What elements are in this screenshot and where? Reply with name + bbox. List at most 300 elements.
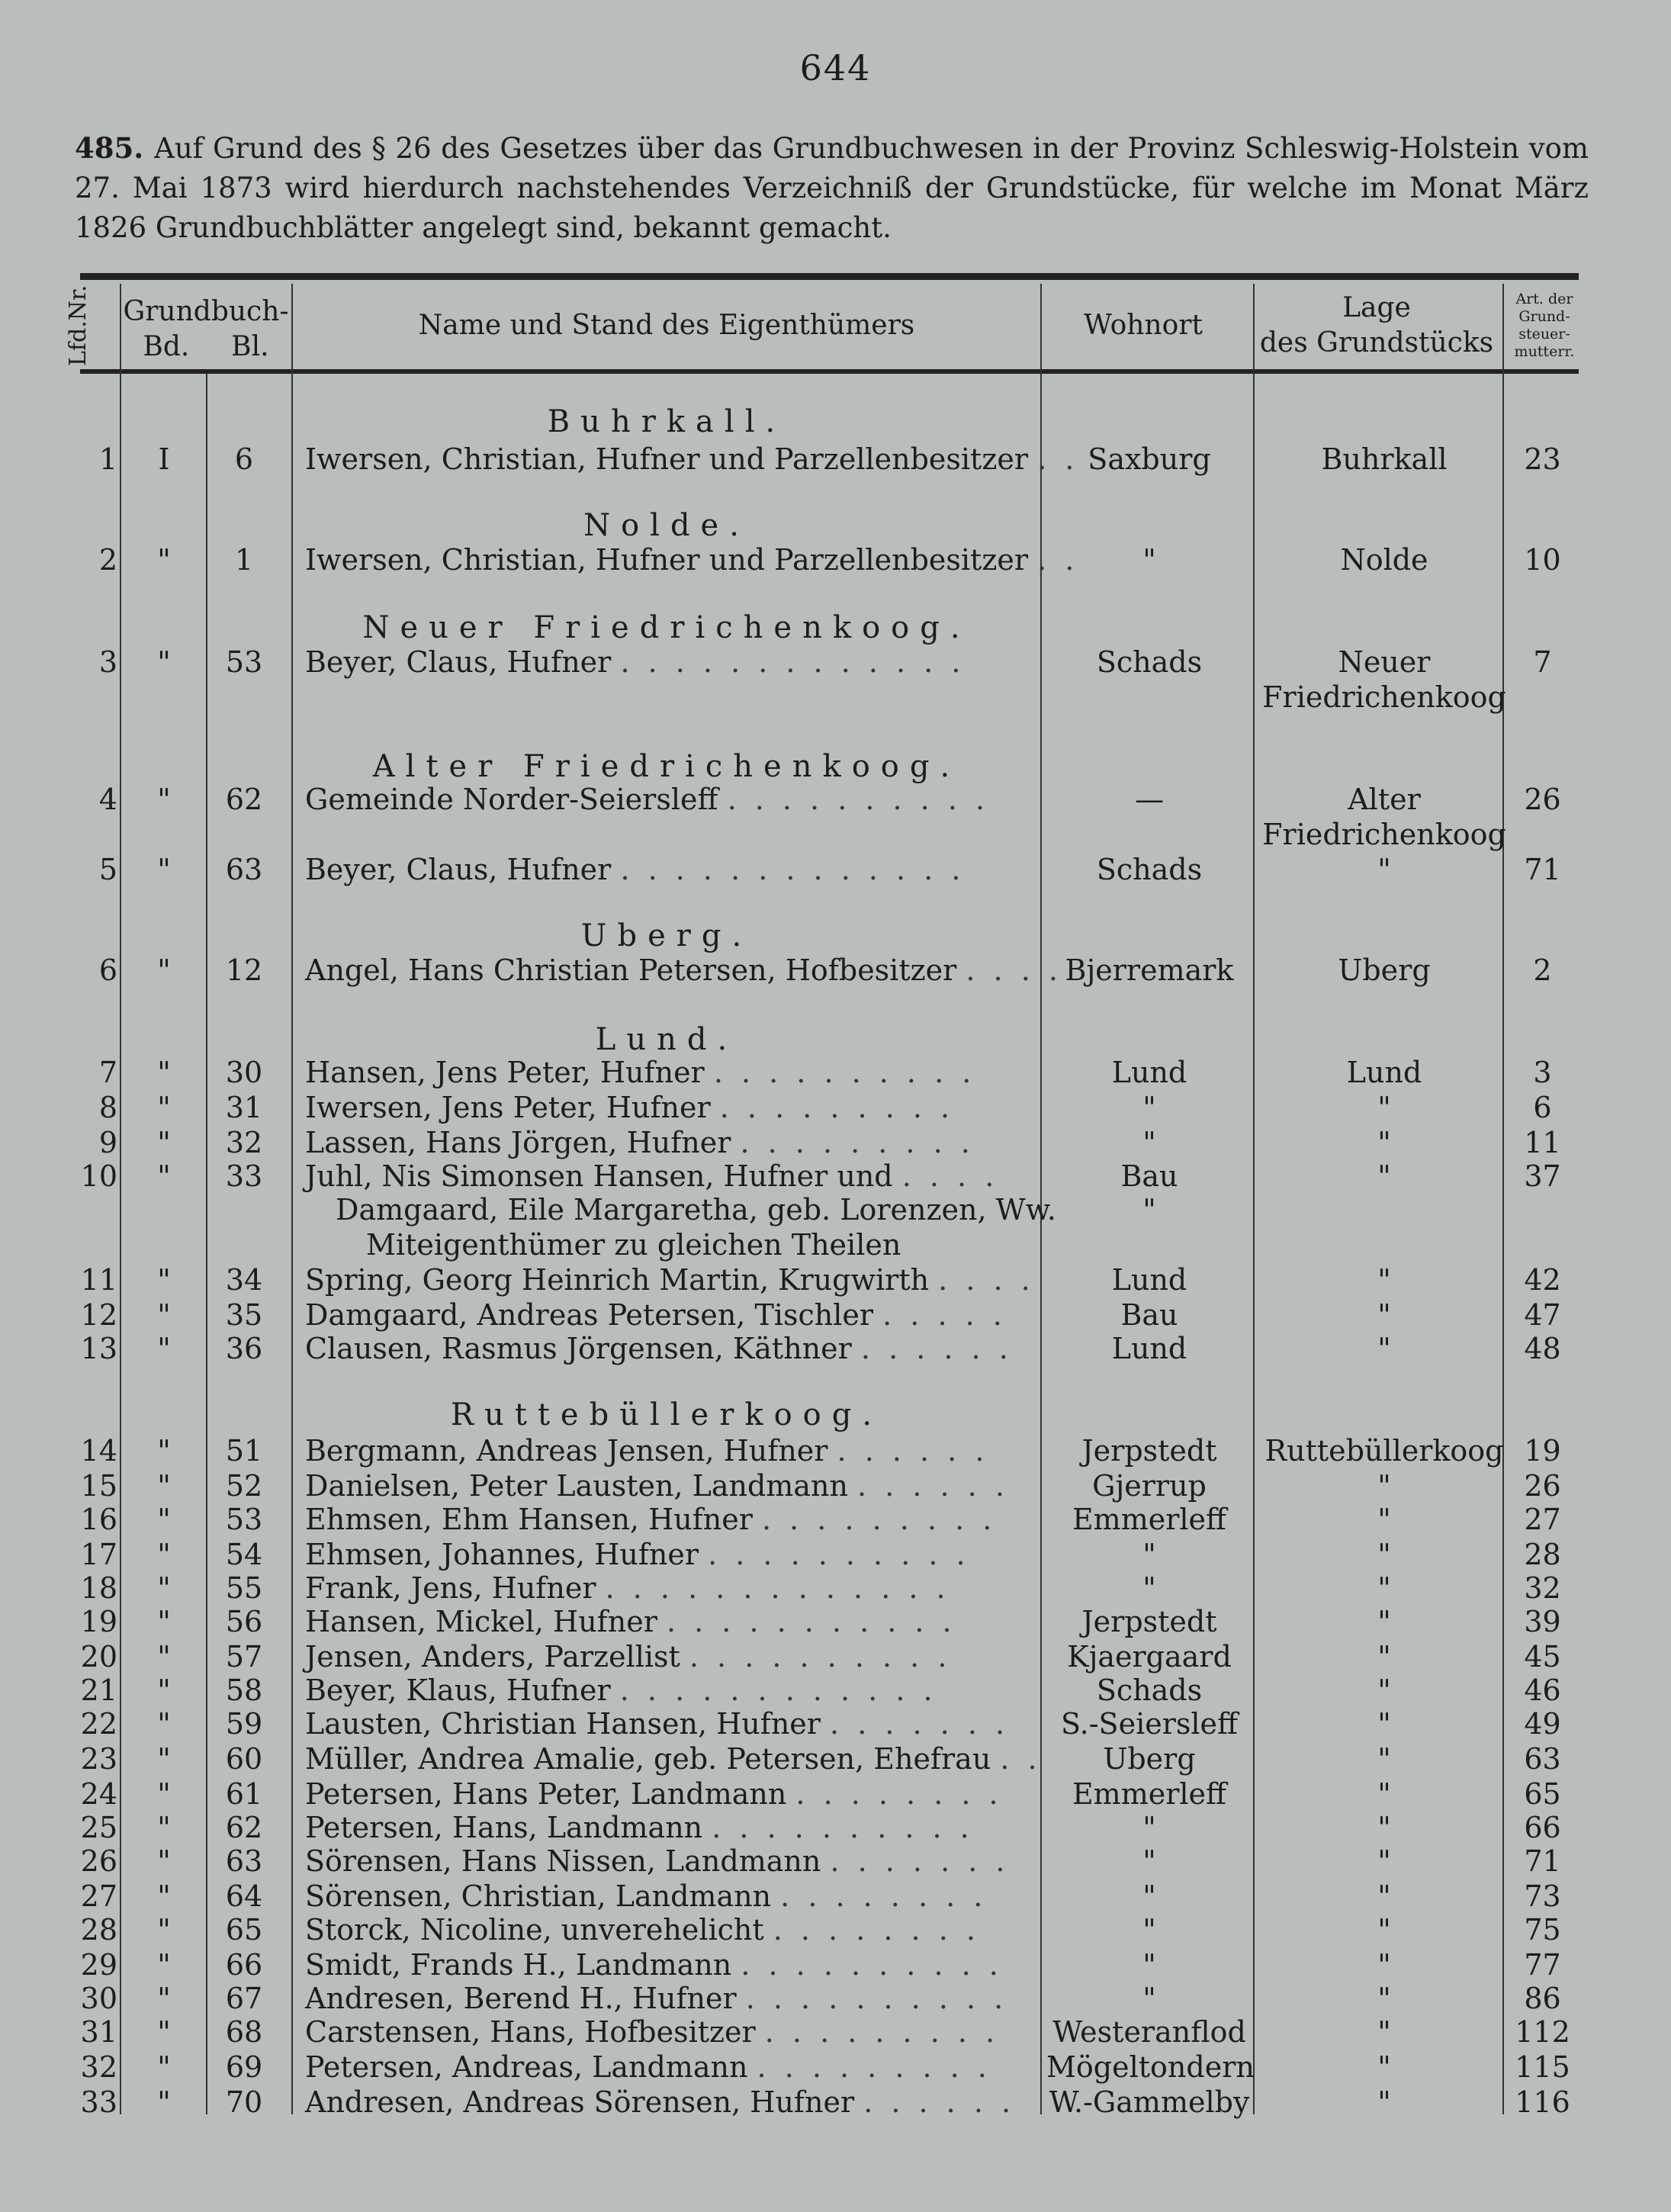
row-number: 16 [80, 1503, 117, 1536]
row-number: 17 [80, 1538, 117, 1571]
row-band: " [157, 783, 171, 816]
row-artikel: 6 [1533, 1091, 1552, 1124]
table-row [0, 1263, 1671, 1297]
row-artikel: 27 [1524, 1503, 1561, 1536]
row-band: " [157, 1056, 171, 1089]
row-owner-name [305, 1332, 1045, 1365]
row-blatt: 65 [225, 1913, 263, 1947]
table-row [0, 1091, 1671, 1124]
owner-name-text: Andresen, Andreas Sörensen, Hufner [305, 2085, 855, 2119]
owner-name-text: Ehmsen, Johannes, Hufner [305, 1538, 699, 1571]
row-artikel: 37 [1524, 1159, 1561, 1193]
row-artikel: 45 [1524, 1640, 1561, 1673]
row-number: 15 [80, 1469, 117, 1503]
row-band: " [157, 1673, 171, 1707]
row-blatt: 59 [225, 1707, 263, 1741]
row-number: 22 [80, 1707, 117, 1741]
row-owner-name [305, 1913, 1045, 1947]
name-continuation: Damgaard, Eile Margaretha, geb. Lorenzen, Ww. [336, 1193, 1056, 1227]
row-band: " [157, 1948, 171, 1982]
header-grundbuch-label: Grundbuch- [123, 296, 289, 327]
owner-name-text: Carstensen, Hans, Hofbesitzer [305, 2015, 756, 2049]
row-artikel: 86 [1524, 1982, 1561, 2015]
row-lage: " [1377, 1982, 1391, 2015]
header-lage-2: des Grundstücks [1259, 327, 1494, 358]
row-lage: " [1377, 1811, 1391, 1844]
row-owner-name [305, 543, 1079, 577]
row-blatt: 53 [225, 645, 263, 679]
section-heading: Neuer Friedrichenkoog. [362, 610, 971, 645]
row-number: 27 [80, 1879, 117, 1913]
row-artikel: 39 [1524, 1605, 1561, 1638]
row-artikel: 77 [1524, 1948, 1561, 1982]
leader-dots: . . . . . . [860, 1332, 1013, 1365]
row-wohnort: Jerpstedt [1081, 1605, 1217, 1638]
row-number: 23 [80, 1742, 117, 1776]
table-row [0, 1332, 1671, 1365]
row-blatt: 69 [225, 2050, 263, 2084]
row-owner-name [305, 1298, 1045, 1332]
owner-name-text: Petersen, Hans Peter, Landmann [305, 1777, 787, 1811]
leader-dots: . . . . . . . . . . . . . [605, 1571, 950, 1605]
row-blatt: 54 [225, 1538, 263, 1571]
row-artikel: 32 [1524, 1571, 1561, 1605]
row-band: " [157, 1640, 171, 1673]
header-bl: Bl. [231, 331, 269, 362]
table-row [0, 2015, 1671, 2049]
row-blatt: 52 [225, 1469, 263, 1503]
row-lage: " [1377, 1707, 1391, 1741]
row-lage: Uberg [1338, 953, 1431, 987]
row-artikel: 115 [1515, 2050, 1570, 2084]
row-number: 11 [80, 1263, 117, 1297]
row-wohnort: Lund [1111, 1056, 1187, 1089]
row-band: " [157, 1091, 171, 1124]
row-owner-name [305, 1742, 1045, 1776]
wohnort-continuation: " [1142, 1193, 1156, 1227]
row-wohnort: Uberg [1103, 1742, 1196, 1776]
row-wohnort: Mögeltondern [1046, 2050, 1255, 2084]
row-blatt: 62 [225, 1811, 263, 1844]
owner-name-text: Gemeinde Norder-Seiersleff [305, 783, 718, 816]
row-number: 7 [98, 1056, 117, 1089]
owner-name-text: Bergmann, Andreas Jensen, Hufner [305, 1434, 828, 1468]
row-lage: Alter [1348, 783, 1421, 816]
leader-dots: . . . . . . . . . . . . . [620, 645, 966, 679]
table-row [0, 2050, 1671, 2084]
row-wohnort: S.-Seiersleff [1060, 1707, 1239, 1741]
leader-dots: . . . . [966, 953, 1062, 987]
owner-name-text: Müller, Andrea Amalie, geb. Petersen, Ehefrau [305, 1742, 991, 1776]
leader-dots: . . . . . . . . . [740, 1126, 975, 1159]
table-row [0, 1640, 1671, 1673]
row-artikel: 2 [1533, 953, 1552, 987]
leader-dots: . . . . . . . . . . [745, 1982, 1008, 2015]
row-artikel: 63 [1524, 1742, 1561, 1776]
table-row [0, 1844, 1671, 1878]
header-lage [1251, 284, 1502, 368]
row-band: " [157, 1777, 171, 1811]
owner-name-text: Danielsen, Peter Lausten, Landmann [305, 1469, 848, 1503]
row-blatt: 61 [225, 1777, 263, 1811]
row-number: 2 [98, 543, 117, 577]
header-lage-1: Lage [1342, 292, 1411, 323]
row-wohnort: Saxburg [1088, 442, 1211, 476]
leader-dots: . . . . . . . . . . [689, 1640, 952, 1673]
owner-name-text: Beyer, Claus, Hufner [305, 645, 612, 679]
row-wohnort: Bau [1120, 1298, 1178, 1332]
row-owner-name [305, 953, 1062, 987]
row-number: 8 [98, 1091, 117, 1124]
row-number: 4 [98, 783, 117, 816]
row-lage: " [1377, 1640, 1391, 1673]
row-lage: " [1377, 1332, 1391, 1365]
owner-name-text: Ehmsen, Ehm Hansen, Hufner [305, 1503, 753, 1536]
owner-name-text: Petersen, Andreas, Landmann [305, 2050, 748, 2084]
leader-dots: . . . . . [882, 1298, 1007, 1332]
leader-dots: . . . . . . . . . [761, 1503, 997, 1536]
row-owner-name [305, 1948, 1045, 1982]
section-heading: Nolde. [583, 508, 750, 543]
table-row [0, 442, 1671, 476]
row-band: " [157, 2015, 171, 2049]
row-wohnort: " [1142, 1879, 1156, 1913]
row-owner-name [305, 1159, 1045, 1193]
owner-name-text: Iwersen, Christian, Hufner und Parzellenbesitzer [305, 442, 1028, 476]
leader-dots: . . . . . . . . . . . . . [620, 853, 966, 886]
row-band: " [157, 1126, 171, 1159]
leader-dots: . . . . . . . . . [764, 2015, 1000, 2049]
row-owner-name [305, 783, 1045, 816]
row-lage: " [1377, 1469, 1391, 1503]
row-number: 24 [80, 1777, 117, 1811]
leader-dots: . . . . . . . . . . . . [619, 1673, 937, 1707]
row-artikel: 3 [1533, 1056, 1552, 1089]
row-lage: Neuer [1338, 645, 1431, 679]
leader-dots: . . . . . . . . . . [712, 1811, 974, 1844]
row-blatt: 32 [225, 1126, 263, 1159]
row-lage: Lund [1346, 1056, 1422, 1089]
name-continuation: Miteigenthümer zu gleichen Theilen [366, 1228, 901, 1262]
row-artikel: 19 [1524, 1434, 1561, 1468]
row-number: 32 [80, 2050, 117, 2084]
row-blatt: 31 [225, 1091, 263, 1124]
row-owner-name [305, 1091, 1045, 1124]
row-artikel: 48 [1524, 1332, 1561, 1365]
row-artikel: 112 [1515, 2015, 1570, 2049]
row-band: " [157, 1298, 171, 1332]
row-artikel: 11 [1524, 1126, 1561, 1159]
row-lage: Buhrkall [1321, 442, 1448, 476]
row-wohnort: — [1135, 783, 1164, 816]
row-artikel: 10 [1524, 543, 1561, 577]
owner-name-text: Jensen, Anders, Parzellist [305, 1640, 680, 1673]
row-artikel: 26 [1524, 1469, 1561, 1503]
owner-name-text: Storck, Nicoline, unverehelicht [305, 1913, 764, 1947]
intro-paragraph [75, 128, 1589, 248]
row-lage: " [1377, 1091, 1391, 1124]
row-blatt: 35 [225, 1298, 263, 1332]
row-wohnort: " [1142, 1982, 1156, 2015]
header-art: Art. der Grund-steuer-mutterr. [1514, 291, 1575, 360]
row-number: 28 [80, 1913, 117, 1947]
row-owner-name [305, 1538, 1045, 1571]
leader-dots: . . . . . . . [830, 1707, 1010, 1741]
row-artikel: 71 [1524, 853, 1561, 886]
row-band: " [157, 1913, 171, 1947]
row-band: " [157, 1434, 171, 1468]
table-row [0, 1538, 1671, 1571]
row-blatt: 70 [225, 2085, 263, 2119]
row-wohnort: Lund [1111, 1332, 1187, 1365]
owner-name-text: Lassen, Hans Jörgen, Hufner [305, 1126, 731, 1159]
row-lage: " [1377, 1913, 1391, 1947]
row-owner-name [305, 1673, 1045, 1707]
row-wohnort: " [1142, 1811, 1156, 1844]
row-lage: " [1377, 1263, 1391, 1297]
row-blatt: 33 [225, 1159, 263, 1193]
owner-name-text: Andresen, Berend H., Hufner [305, 1982, 737, 2015]
row-owner-name [305, 1811, 1045, 1844]
row-band: I [158, 442, 170, 476]
row-owner-name [305, 2050, 1045, 2084]
section-heading: Lund. [595, 1022, 738, 1057]
lage-continuation: Friedrichenkoog [1262, 680, 1506, 714]
row-blatt: 51 [225, 1434, 263, 1468]
row-wohnort: Bjerremark [1065, 953, 1234, 987]
row-lage: " [1377, 1844, 1391, 1878]
owner-name-text: Lausten, Christian Hansen, Hufner [305, 1707, 821, 1741]
table-row [0, 1879, 1671, 1913]
row-artikel: 65 [1524, 1777, 1561, 1811]
row-artikel: 47 [1524, 1298, 1561, 1332]
row-band: " [157, 1982, 171, 2015]
row-lage: " [1377, 1605, 1391, 1638]
row-band: " [157, 645, 171, 679]
row-band: " [157, 1538, 171, 1571]
row-blatt: 53 [225, 1503, 263, 1536]
row-band: " [157, 1811, 171, 1844]
row-blatt: 57 [225, 1640, 263, 1673]
row-lage: " [1377, 1673, 1391, 1707]
owner-name-text: Beyer, Klaus, Hufner [305, 1673, 611, 1707]
row-lage: " [1377, 1777, 1391, 1811]
row-owner-name [305, 1982, 1045, 2015]
owner-name-text: Petersen, Hans, Landmann [305, 1811, 703, 1844]
row-blatt: 66 [225, 1948, 263, 1982]
row-artikel: 71 [1524, 1844, 1561, 1878]
row-artikel: 73 [1524, 1879, 1561, 1913]
table-row [0, 1159, 1671, 1193]
row-number: 31 [80, 2015, 117, 2049]
row-owner-name [305, 442, 1079, 476]
row-artikel: 75 [1524, 1913, 1561, 1947]
row-lage: " [1377, 853, 1391, 886]
row-owner-name [305, 853, 1045, 886]
table-row [0, 853, 1671, 886]
owner-name-text: Beyer, Claus, Hufner [305, 853, 612, 886]
table-row [0, 1126, 1671, 1159]
row-wohnort: Schads [1096, 645, 1203, 679]
section-heading: Buhrkall. [547, 404, 786, 439]
row-owner-name [305, 1640, 1045, 1673]
row-blatt: 6 [234, 442, 254, 476]
table-row [0, 645, 1671, 679]
row-number: 30 [80, 1982, 117, 2015]
row-lage: " [1377, 1298, 1391, 1332]
row-lage: " [1377, 2050, 1391, 2084]
leader-dots: . . . . . . . . [773, 1913, 980, 1947]
row-lage: " [1377, 2085, 1391, 2119]
leader-dots: . . [1000, 1742, 1042, 1776]
row-wohnort: Lund [1111, 1263, 1187, 1297]
table-row [0, 1434, 1671, 1468]
row-band: " [157, 1503, 171, 1536]
row-blatt: 67 [225, 1982, 263, 2015]
row-blatt: 62 [225, 783, 263, 816]
row-artikel: 23 [1524, 442, 1561, 476]
row-wohnort: Schads [1096, 1673, 1203, 1707]
row-blatt: 63 [225, 853, 263, 886]
row-wohnort: " [1142, 543, 1156, 577]
row-blatt: 30 [225, 1056, 263, 1089]
row-wohnort: " [1142, 1538, 1156, 1571]
leader-dots: . . [1037, 442, 1079, 476]
owner-name-text: Hansen, Jens Peter, Hufner [305, 1056, 705, 1089]
row-artikel: 7 [1533, 645, 1552, 679]
table-row [0, 1777, 1671, 1811]
row-band: " [157, 1707, 171, 1741]
row-artikel: 42 [1524, 1263, 1561, 1297]
leader-dots: . . . . . . . . . . [727, 783, 990, 816]
row-lage: " [1377, 1742, 1391, 1776]
row-number: 29 [80, 1948, 117, 1982]
leader-dots: . . [1037, 543, 1079, 577]
row-lage: " [1377, 1126, 1391, 1159]
row-band: " [157, 2085, 171, 2119]
row-number: 6 [98, 953, 117, 987]
row-number: 25 [80, 1811, 117, 1844]
leader-dots: . . . . . . . . . . [713, 1056, 976, 1089]
leader-dots: . . . . . . . . [795, 1777, 1003, 1811]
row-band: " [157, 1844, 171, 1878]
row-owner-name [305, 1503, 1045, 1536]
table-row [0, 1707, 1671, 1741]
row-owner-name [305, 1777, 1045, 1811]
row-lage: " [1377, 1159, 1391, 1193]
leader-dots: . . . . . . . . . . [708, 1538, 970, 1571]
leader-dots: . . . . . . . . . . . [666, 1605, 956, 1638]
table-row [0, 953, 1671, 987]
row-blatt: 63 [225, 1844, 263, 1878]
row-number: 3 [98, 645, 117, 679]
table-row [0, 1948, 1671, 1982]
row-band: " [157, 1742, 171, 1776]
row-number: 26 [80, 1844, 117, 1878]
row-wohnort: Westeranflod [1052, 2015, 1246, 2049]
row-wohnort: " [1142, 1091, 1156, 1124]
table-row [0, 1811, 1671, 1844]
table-top-rule [80, 273, 1579, 280]
row-wohnort: Emmerleff [1072, 1777, 1227, 1811]
owner-name-text: Angel, Hans Christian Petersen, Hofbesitzer [305, 953, 957, 987]
row-blatt: 36 [225, 1332, 263, 1365]
row-band: " [157, 853, 171, 886]
row-number: 20 [80, 1640, 117, 1673]
row-blatt: 56 [225, 1605, 263, 1638]
row-number: 12 [80, 1298, 117, 1332]
owner-name-text: Smidt, Frands H., Landmann [305, 1948, 732, 1982]
row-number: 33 [80, 2085, 117, 2119]
owner-name-text: Sörensen, Christian, Landmann [305, 1879, 772, 1913]
row-owner-name [305, 1126, 1045, 1159]
table-header-rule [80, 369, 1579, 374]
row-owner-name [305, 1707, 1045, 1741]
row-artikel: 26 [1524, 783, 1561, 816]
section-heading: Alter Friedrichenkoog. [372, 749, 961, 784]
row-wohnort: " [1142, 1126, 1156, 1159]
row-owner-name [305, 1844, 1045, 1878]
entry-number: 485. [75, 131, 144, 165]
table-row [0, 1298, 1671, 1332]
row-wohnort: Emmerleff [1072, 1503, 1227, 1536]
row-lage: " [1377, 1948, 1391, 1982]
leader-dots: . . . . . . [863, 2085, 1016, 2119]
header-bd: Bd. [143, 331, 190, 362]
row-wohnort: " [1142, 1913, 1156, 1947]
row-artikel: 116 [1515, 2085, 1570, 2119]
row-blatt: 58 [225, 1673, 263, 1707]
row-lage: Ruttebüllerkoog [1264, 1434, 1504, 1468]
table-row [0, 1673, 1671, 1707]
row-owner-name [305, 645, 1045, 679]
row-blatt: 12 [225, 953, 263, 987]
row-owner-name [305, 1879, 1045, 1913]
row-number: 21 [80, 1673, 117, 1707]
owner-name-text: Sörensen, Hans Nissen, Landmann [305, 1844, 821, 1878]
row-blatt: 68 [225, 2015, 263, 2049]
owner-name-text: Spring, Georg Heinrich Martin, Krugwirth [305, 1263, 930, 1297]
owner-name-text: Frank, Jens, Hufner [305, 1571, 596, 1605]
row-wohnort: Gjerrup [1092, 1469, 1207, 1503]
row-blatt: 1 [234, 543, 254, 577]
row-band: " [157, 1332, 171, 1365]
owner-name-text: Hansen, Mickel, Hufner [305, 1605, 657, 1638]
row-wohnort: Schads [1096, 853, 1203, 886]
row-lage: " [1377, 1503, 1391, 1536]
table-row [0, 1742, 1671, 1776]
header-wohnort: Wohnort [1084, 310, 1203, 341]
row-band: " [157, 1879, 171, 1913]
table-row [0, 1982, 1671, 2015]
table-row [0, 1469, 1671, 1503]
section-heading: Uberg. [580, 918, 753, 953]
row-lage: " [1377, 2015, 1391, 2049]
header-grundbuch [122, 284, 290, 378]
row-number: 18 [80, 1571, 117, 1605]
row-band: " [157, 1263, 171, 1297]
row-number: 13 [80, 1332, 117, 1365]
leader-dots: . . . . . . . [830, 1844, 1010, 1878]
row-lage: " [1377, 1571, 1391, 1605]
owner-name-text: Iwersen, Jens Peter, Hufner [305, 1091, 711, 1124]
row-lage: Nolde [1340, 543, 1428, 577]
row-artikel: 46 [1524, 1673, 1561, 1707]
row-band: " [157, 1605, 171, 1638]
row-wohnort: Kjaergaard [1067, 1640, 1232, 1673]
row-owner-name [305, 1605, 1045, 1638]
row-artikel: 66 [1524, 1811, 1561, 1844]
